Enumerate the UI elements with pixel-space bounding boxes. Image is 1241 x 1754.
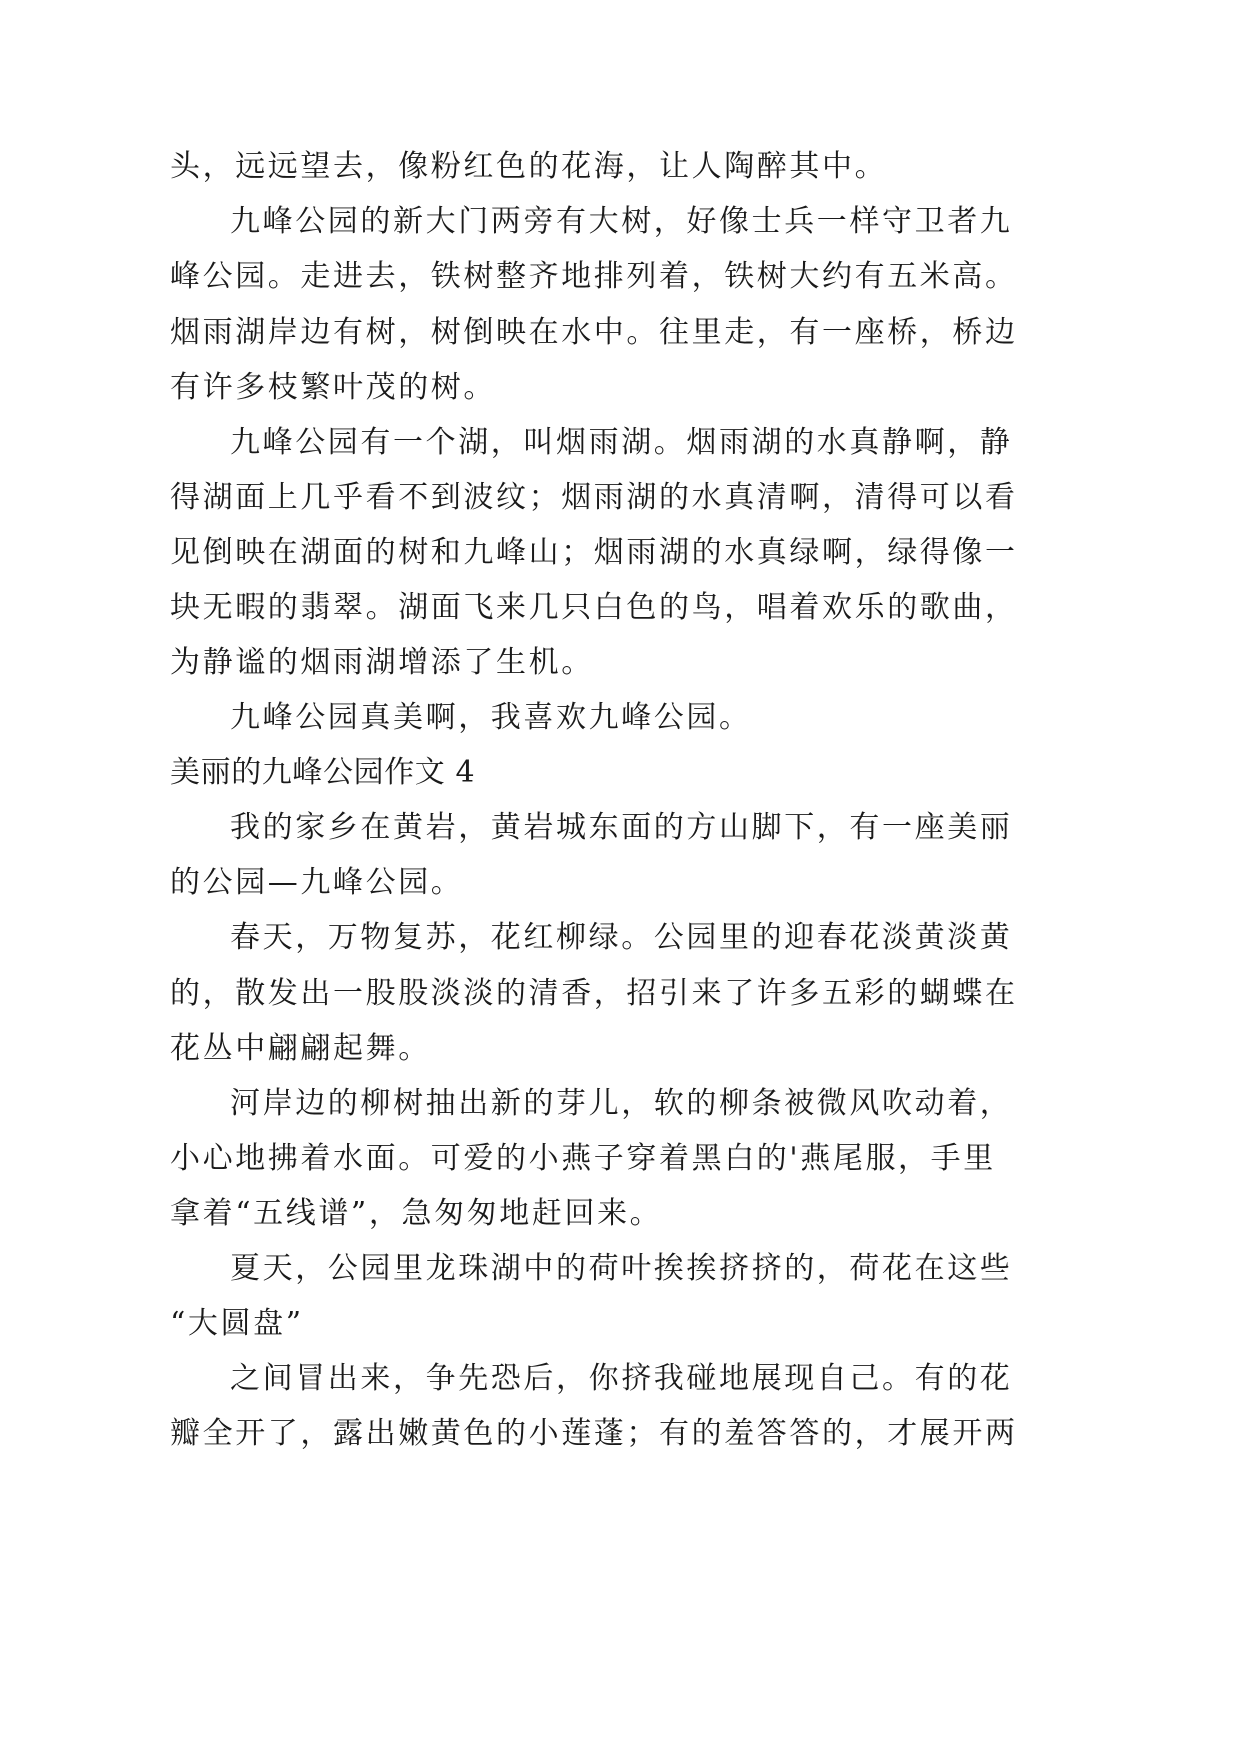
text-line: 的公园—九峰公园。 [170,865,464,900]
text-line: 的，散发出一股股淡淡的清香，招引来了许多五彩的蝴蝶在 [170,976,1018,1011]
section-heading: 美丽的九峰公园作文 4 [170,755,476,790]
text-line: 烟雨湖岸边有树，树倒映在水中。往里走，有一座桥，桥边 [170,315,1018,350]
text-line: 见倒映在湖面的树和九峰山；烟雨湖的水真绿啊，绿得像一 [170,535,1018,570]
text-line: 为静谧的烟雨湖增添了生机。 [170,645,594,680]
paragraph-first-line: 九峰公园的新大门两旁有大树，好像士兵一样守卫者九 [230,204,1013,239]
paragraph-first-line: 九峰公园真美啊，我喜欢九峰公园。 [230,700,752,735]
text-line: 有许多枝繁叶茂的树。 [170,370,496,405]
text-line: 峰公园。走进去，铁树整齐地排列着，铁树大约有五米高。 [170,259,1018,294]
text-line: 拿着“五线谱”，急匆匆地赶回来。 [170,1196,663,1231]
text-line: 块无暇的翡翠。湖面飞来几只白色的鸟，唱着欢乐的歌曲， [170,590,1018,625]
text-line: 花丛中翩翩起舞。 [170,1031,431,1066]
paragraph-first-line: 夏天，公园里龙珠湖中的荷叶挨挨挤挤的，荷花在这些 [230,1251,1013,1286]
text-line: 头，远远望去，像粉红色的花海，让人陶醉其中。 [170,149,888,184]
text-line: 得湖面上几乎看不到波纹；烟雨湖的水真清啊，清得可以看 [170,480,1018,515]
paragraph-first-line: 河岸边的柳树抽出新的芽儿，软的柳条被微风吹动着， [230,1086,1013,1121]
paragraph-first-line: 之间冒出来，争先恐后，你挤我碰地展现自己。有的花 [230,1361,1013,1396]
text-line: “大圆盘” [170,1306,304,1341]
paragraph-first-line: 春天，万物复苏，花红柳绿。公园里的迎春花淡黄淡黄 [230,920,1013,955]
paragraph-first-line: 九峰公园有一个湖，叫烟雨湖。烟雨湖的水真静啊，静 [230,425,1013,460]
text-line: 瓣全开了，露出嫩黄色的小莲蓬；有的羞答答的，才展开两 [170,1416,1018,1451]
text-line: 小心地拂着水面。可爱的小燕子穿着黑白的'燕尾服，手里 [170,1141,996,1176]
paragraph-first-line: 我的家乡在黄岩，黄岩城东面的方山脚下，有一座美丽 [230,810,1013,845]
